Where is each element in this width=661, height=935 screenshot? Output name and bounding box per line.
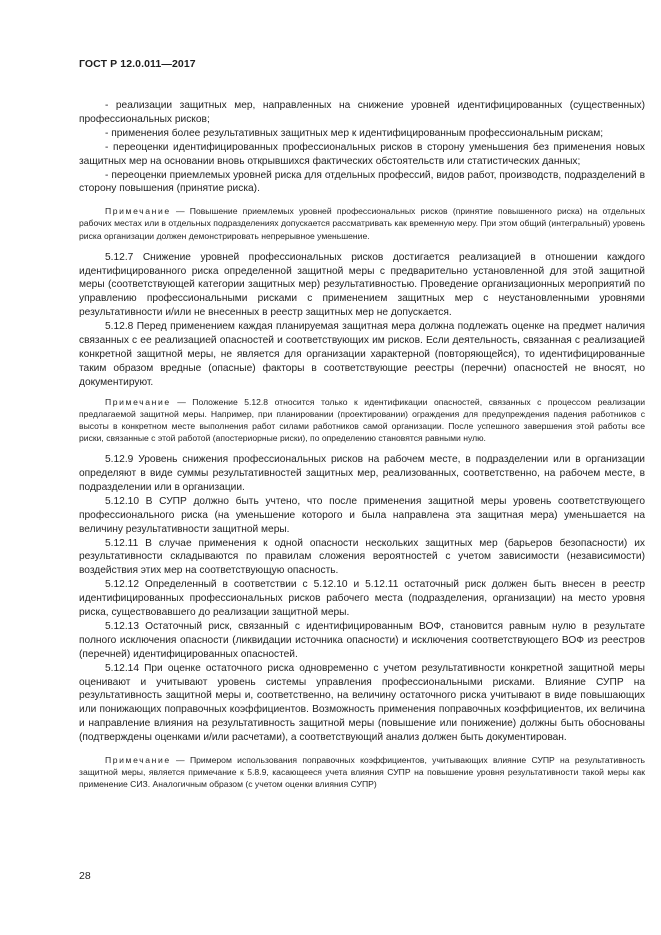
clause-5-12-7: 5.12.7 Снижение уровней профессиональных рисков достигается реализацией в отношении каждого идентифицированного риска определенной защитной меры с предварительно установленной для этой защитной меры (соответствующей категории защитных мер) результативностью. Проведение организационных мероприятий по управлению профессиональными рисками с применением защитных мер с неустановленными уровнями результативности и/или не внесенных в реестр защитных мер не допускается. (79, 251, 645, 319)
note-label: Примечание (105, 396, 171, 407)
list-item-1: - реализации защитных мер, направленных на снижение уровней идентифицированных (существенных) профессиональных рисков; (79, 100, 645, 125)
list-item-2: - применения более результативных защитных мер к идентифицированным профессиональным рискам; (105, 127, 604, 139)
note-1 (79, 205, 645, 241)
clause-5-12-9: 5.12.9 Уровень снижения профессиональных рисков на рабочем месте, в подразделении или в организации определяют в виде суммы результативностей защитных мер, реализованных, соответственно, на рабочем месте, в подразделении или в организации. (79, 454, 645, 493)
clause-5-12-8: 5.12.8 Перед применением каждая планируемая защитная мера должна подлежать оценке на предмет наличия связанных с ее реализацией опасностей и соответствующих им рисков. Если деятельность, связанная с реализацией конкретной защитной меры, не является для организации характерной (повторяющейся), то идентифицированные таким образом вредные (опасные) факторы в соответствующие реестры (перечни) опасностей не вносят, но документируют. (79, 321, 645, 388)
list-item-4: - переоценки приемлемых уровней риска для отдельных профессий, видов работ, производств, подразделений в сторону повышения (принятие риска). (79, 169, 645, 195)
clause-5-12-12: 5.12.12 Определенный в соответствии с 5.12.10 и 5.12.11 остаточный риск должен быть внесен в реестр идентифицированных профессиональных рисков рабочего места (подразделения, организации) на место уровня риска, существовавшего до реализации защитной меры. (79, 579, 645, 619)
document-code: ГОСТ Р 12.0.011—2017 (79, 58, 196, 70)
clause-5-12-14: 5.12.14 При оценке остаточного риска одновременно с учетом результативности конкретной защитной меры оценивают и учитывают уровень системы управления профессиональными рисками. Влияние СУПР на результативность защитной меры и, соответственно, на величину остаточного риска учитывают в виде повышающих или понижающих поправочных коэффициентов. Возможность применения поправочных коэффициентов, их величина и направление влияния на результативность защитной меры (повышение или понижение) должны быть обоснованы (подтверждены оценками и/или расчетами), а соответствующий анализ должен быть документирован. (79, 662, 645, 744)
note-label: Примечание (105, 755, 171, 766)
clause-5-12-13: 5.12.13 Остаточный риск, связанный с идентифицированным ВОФ, становится равным нулю в результате полного исключения опасности (ликвидации источника опасности) и исключения соответствующего ВОФ из реестров (перечней) идентифицированных опасностей. (79, 620, 645, 660)
note-label: Примечание (105, 206, 171, 217)
note-text: — Положение 5.12.8 относится только к идентификации опасностей, связанных с процессом реализации предлагаемой защитной меры. Например, при планировании (проектировании) ограждения для предупреждения падения работников с высоты в конкретном месте выполнения работ силами работников самой организации. После успешного завершения этой работы все риски, связанные с этой работой (апостериорные риски), по определению становятся равными нулю. (79, 396, 645, 443)
note-3 (79, 754, 645, 790)
note-text: — Примером использования поправочных коэффициентов, учитывающих влияние СУПР на результативность защитной меры, является примечание к 5.8.9, касающееся учета влияния СУПР на повышение уровня результативности такой меры как применение СИЗ. Аналогичным образом (с учетом оценки влияния СУПР) (79, 755, 645, 790)
page-number: 28 (79, 870, 91, 882)
note-text: — Повышение приемлемых уровней профессиональных рисков (принятие повышенного риска) на отдельных рабочих местах или в отдельных подразделениях допускается рассматривать как временную меру. При этом общий (интегральный) уровень риска организации должен демонстрировать непрерывное уменьшение. (79, 206, 645, 241)
list-item-3: - переоценки идентифицированных профессиональных рисков в сторону уменьшения без применения новых защитных мер на основании вновь открывшихся фактических обстоятельств или статистических данных; (79, 141, 645, 167)
clause-5-12-10: 5.12.10 В СУПР должно быть учтено, что после применения защитной меры уровень соответствующего профессионального риска (на уменьшение которого и была направлена эта защитная мера) уменьшается на величину результативности защитной меры. (79, 495, 645, 535)
page-body (79, 99, 645, 790)
clause-5-12-11: 5.12.11 В случае применения к одной опасности нескольких защитных мер (барьеров безопасности) их результативности складываются по правилам сложения вероятностей с учетом зависимости (независимости) воздействия этих мер на соответствующую опасность. (79, 537, 645, 577)
note-2 (79, 396, 645, 444)
